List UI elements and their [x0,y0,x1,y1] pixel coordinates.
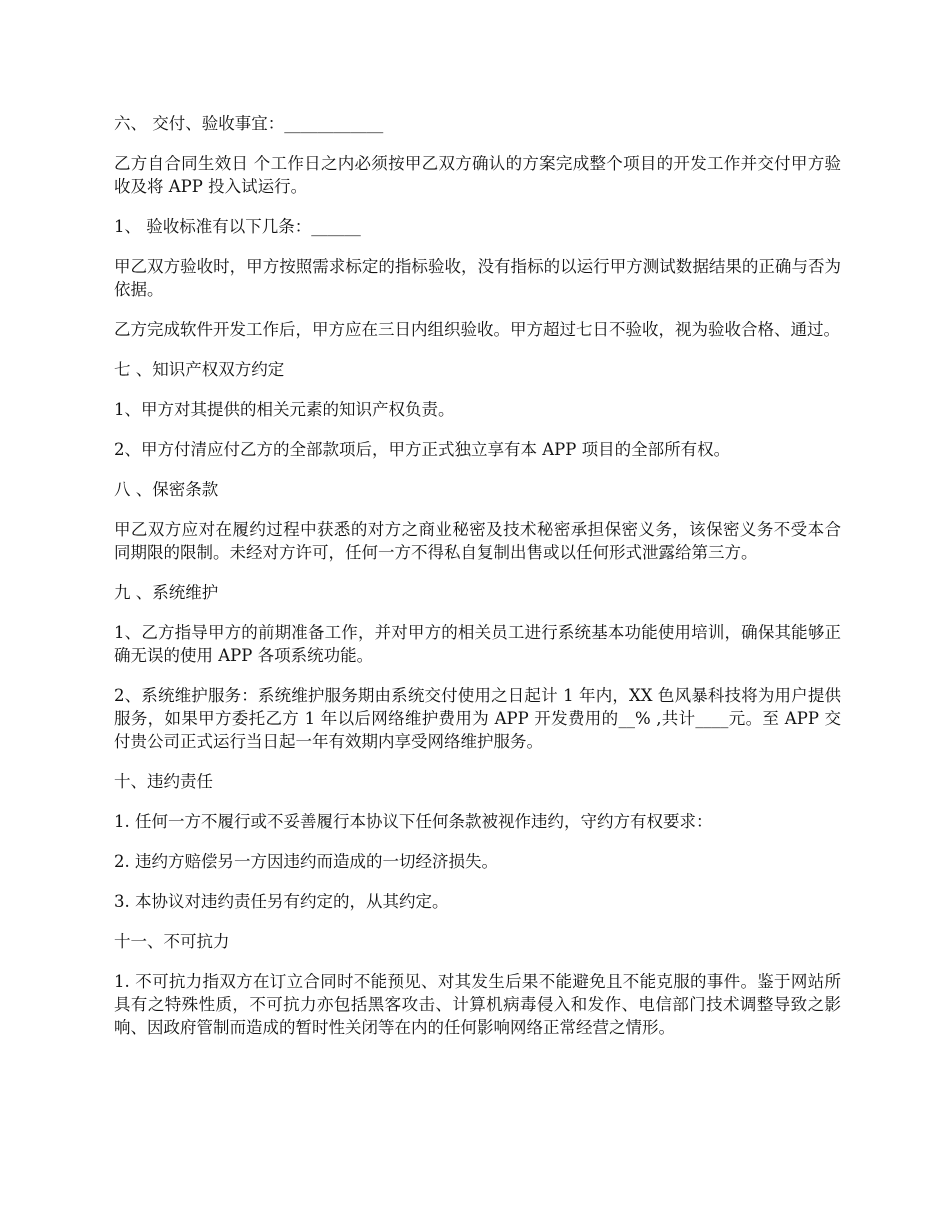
acceptance-timing-paragraph: 乙方完成软件开发工作后，甲方应在三日内组织验收。甲方超过七日不验收，视为验收合格、通过。 [114,320,840,339]
maintenance-clause-2: 2、系统维护服务：系统维护服务期由系统交付使用之日起计 1 年内，XX 色风暴科技将为用户提供服务，如果甲方委托乙方 1 年以后网络维护费用为 APP 开发费用的__% ,共计____元。至 APP 交付贵公司正式运行当日起一年有效期内享受网络维护服务。 [114,686,841,751]
section-10-heading: 十、违约责任 [114,772,213,791]
confidentiality-paragraph: 甲乙双方应对在履约过程中获悉的对方之商业秘密及技术秘密承担保密义务，该保密义务不受本合 同期限的限制。未经对方许可，任何一方不得私自复制出售或以任何形式泄露给第三方。 [114,520,841,562]
liability-clause-1: 1. 任何一方不履行或不妥善履行本协议下任何条款被视作违约，守约方有权要求： [114,812,713,831]
section-6-heading: 六、 交付、验收事宜：____________ [114,114,384,133]
acceptance-criteria-paragraph: 甲乙双方验收时，甲方按照需求标定的指标验收，没有指标的以运行甲方测试数据结果的正确与否为依据。 [114,257,841,299]
section-7-heading: 七 、知识产权双方约定 [114,360,285,379]
section-8-heading: 八 、保密条款 [114,480,219,499]
liability-clause-2: 2. 违约方赔偿另一方因违约而造成的一切经济损失。 [114,852,498,871]
ip-clause-2: 2、甲方付清应付乙方的全部款项后，甲方正式独立享有本 APP 项目的全部所有权。 [114,440,731,459]
document-body [114,112,841,1056]
force-majeure-clause-1: 1. 不可抗力指双方在订立合同时不能预见、对其发生后果不能避免且不能克服的事件。鉴于网站所具有之特殊性质，不可抗力亦包括黑客攻击、计算机病毒侵入和发作、电信部门技术调整导致之影响、因政府管制而造成的暂时性关闭等在内的任何影响网络正常经营之情形。 [114,972,841,1037]
section-11-heading: 十一、不可抗力 [114,932,230,951]
maintenance-clause-1: 1、乙方指导甲方的前期准备工作，并对甲方的相关员工进行系统基本功能使用培训，确保其能够正确无误的使用 APP 各项系统功能。 [114,623,841,665]
ip-clause-1: 1、甲方对其提供的相关元素的知识产权负责。 [114,400,455,419]
section-9-heading: 九 、系统维护 [114,583,219,602]
section-6-paragraph: 乙方自合同生效日 个工作日之内必须按甲乙双方确认的方案完成整个项目的开发工作并交付甲方验收及将 APP 投入试运行。 [114,154,841,196]
acceptance-criteria-heading: 1、 验收标准有以下几条：______ [114,217,361,236]
liability-clause-3: 3. 本协议对违约责任另有约定的，从其约定。 [114,892,449,911]
